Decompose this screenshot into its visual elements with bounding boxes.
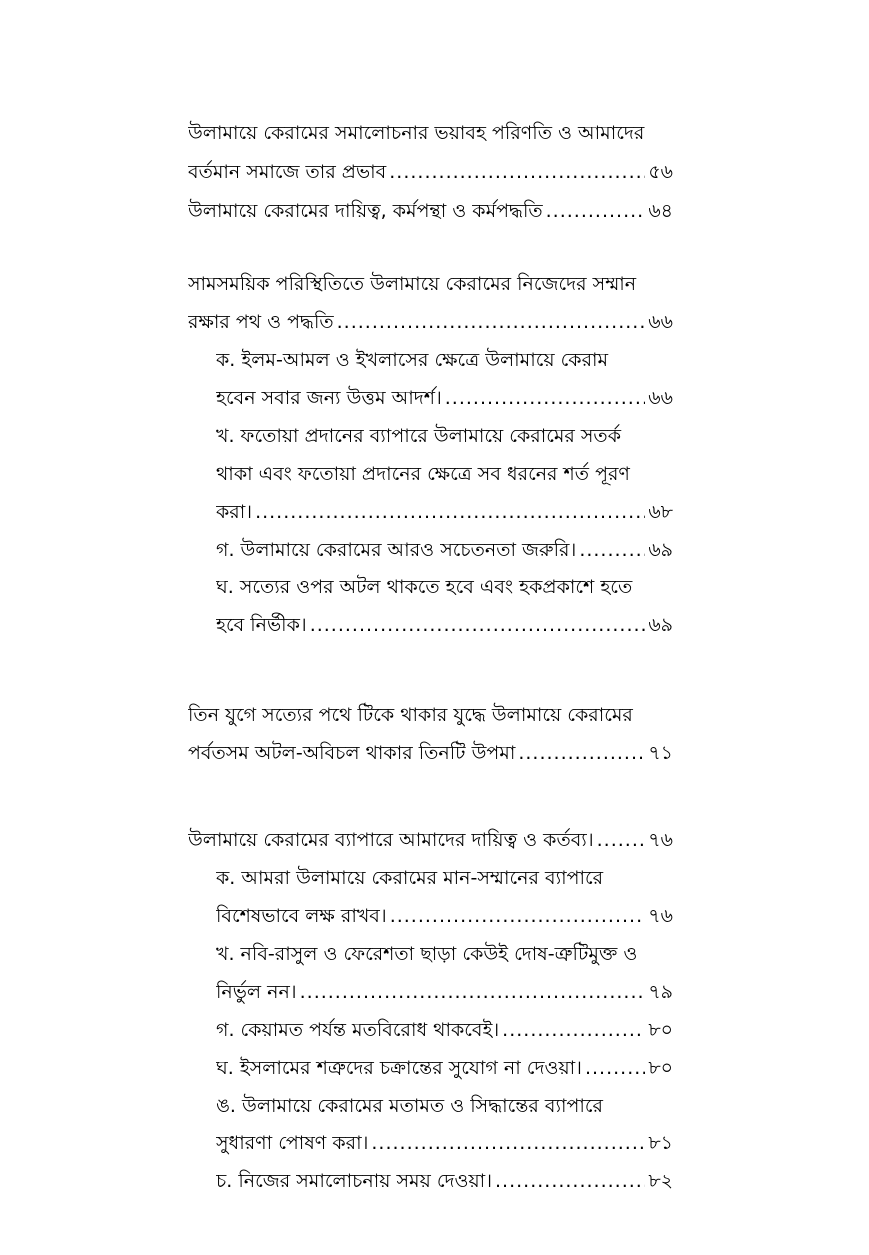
toc-entry-line bbox=[188, 698, 673, 732]
dot-leader bbox=[546, 194, 646, 228]
entry-text: থাকা এবং ফতোয়া প্রদানের ক্ষেত্রে সব ধরনের শর্ত পূরণ bbox=[216, 463, 630, 485]
entry-text: খ. ফতোয়া প্রদানের ব্যাপারে উলামায়ে কেরামের সতর্ক bbox=[216, 425, 621, 447]
entry-text: ঘ. ইসলামের শত্রুদের চক্রান্তের সুযোগ না দেওয়া। bbox=[216, 1057, 582, 1079]
entry-text: সুধারণা পোষণ করা। bbox=[216, 1132, 369, 1154]
entry-text: খ. নবি-রাসুল ও ফেরেশতা ছাড়া কেউই দোষ-ত্রুটিমুক্ত ও bbox=[216, 943, 638, 965]
page-number: ৮২ bbox=[648, 1170, 673, 1192]
dot-leader bbox=[255, 495, 645, 529]
dot-leader bbox=[337, 305, 646, 339]
dot-leader bbox=[495, 1164, 645, 1198]
entry-text: তিন যুগে সত্যের পথে টিকে থাকার যুদ্ধে উলামায়ে কেরামের bbox=[188, 704, 633, 726]
page-number: ৬৬ bbox=[648, 387, 673, 409]
page-number: ৮০ bbox=[648, 1019, 673, 1041]
toc-subentry-line bbox=[216, 1089, 673, 1123]
entry-text: হবেন সবার জন্য উত্তম আদর্শ। bbox=[216, 387, 442, 409]
toc-subentry-line bbox=[216, 457, 673, 491]
entry-text: করা। bbox=[216, 501, 253, 523]
page-number: ৮১ bbox=[648, 1132, 673, 1154]
page-number: ৫৬ bbox=[648, 161, 673, 183]
entry-text: নির্ভুল নন। bbox=[216, 981, 297, 1003]
toc-subentry-line bbox=[216, 1013, 673, 1047]
toc-entry-line bbox=[188, 823, 673, 857]
toc-subentry-line bbox=[216, 1051, 673, 1085]
dot-leader bbox=[585, 1051, 645, 1085]
page-number: ৭৬ bbox=[648, 905, 673, 927]
toc-subentry-line bbox=[216, 1126, 673, 1160]
page-number: ৬৯ bbox=[648, 614, 673, 636]
entry-text: উলামায়ে কেরামের সমালোচনার ভয়াবহ পরিণতি ও আমাদের bbox=[188, 122, 645, 144]
toc-subentry-line bbox=[216, 1164, 673, 1198]
entry-text: উলামায়ে কেরামের ব্যাপারে আমাদের দায়িত্ব ও কর্তব্য। bbox=[188, 829, 594, 851]
toc-entry-line bbox=[188, 736, 673, 770]
toc-subentry-line bbox=[216, 899, 673, 933]
page-number: ৭৬ bbox=[648, 829, 673, 851]
dot-leader bbox=[518, 736, 645, 770]
entry-text: ক. আমরা উলামায়ে কেরামের মান-সম্মানের ব্যাপারে bbox=[216, 867, 604, 889]
toc-subentry-line bbox=[216, 937, 673, 971]
page-number: ৬৯ bbox=[648, 539, 673, 561]
toc-subentry-line bbox=[216, 419, 673, 453]
entry-text: ঘ. সত্যের ওপর অটল থাকতে হবে এবং হকপ্রকাশে হতে bbox=[216, 576, 633, 598]
entry-text: চ. নিজের সমালোচনায় সময় দেওয়া। bbox=[216, 1170, 492, 1192]
page-number: ৭৯ bbox=[648, 981, 673, 1003]
toc-subentry-line bbox=[216, 533, 673, 567]
toc-subentry-line bbox=[216, 343, 673, 377]
entry-text: গ. উলামায়ে কেরামের আরও সচেতনতা জরুরি। bbox=[216, 539, 577, 561]
toc-subentry-line bbox=[216, 495, 673, 529]
toc-subentry-line bbox=[216, 861, 673, 895]
toc-entry-line bbox=[188, 305, 673, 339]
toc-entry-line bbox=[188, 267, 673, 301]
dot-leader bbox=[502, 1013, 645, 1047]
entry-text: ঙ. উলামায়ে কেরামের মতামত ও সিদ্ধান্তের ব্যাপারে bbox=[216, 1095, 603, 1117]
page-number: ৬৮ bbox=[648, 501, 673, 523]
toc-subentry-line bbox=[216, 570, 673, 604]
entry-text: বিশেষভাবে লক্ষ রাখব। bbox=[216, 905, 387, 927]
toc-subentry-line bbox=[216, 608, 673, 642]
dot-leader bbox=[445, 381, 646, 415]
toc-subentry-line bbox=[216, 975, 673, 1009]
page-number: ৮০ bbox=[648, 1057, 673, 1079]
toc-subentry-line bbox=[216, 381, 673, 415]
toc-entry-line bbox=[188, 155, 673, 189]
dot-leader bbox=[389, 155, 645, 189]
entry-text: ক. ইলম-আমল ও ইখলাসের ক্ষেত্রে উলামায়ে কেরাম bbox=[216, 349, 609, 371]
entry-text: রক্ষার পথ ও পদ্ধতি bbox=[188, 311, 334, 333]
dot-leader bbox=[390, 899, 646, 933]
entry-text: গ. কেয়ামত পর্যন্ত মতবিরোধ থাকবেই। bbox=[216, 1019, 500, 1041]
entry-text: পর্বতসম অটল-অবিচল থাকার তিনটি উপমা bbox=[188, 742, 516, 764]
dot-leader bbox=[300, 975, 646, 1009]
entry-text: বর্তমান সমাজে তার প্রভাব bbox=[188, 161, 387, 183]
entry-text: উলামায়ে কেরামের দায়িত্ব, কর্মপন্থা ও কর্মপদ্ধতি bbox=[188, 200, 543, 222]
page-number: ৭১ bbox=[648, 742, 673, 764]
toc-entry-line bbox=[188, 194, 673, 228]
entry-text: সামসময়িক পরিস্থিতিতে উলামায়ে কেরামের নিজেদের সম্মান bbox=[188, 273, 637, 295]
page-number: ৬৬ bbox=[648, 311, 673, 333]
dot-leader bbox=[579, 533, 645, 567]
page-number: ৬৪ bbox=[648, 200, 673, 222]
dot-leader bbox=[597, 823, 646, 857]
entry-text: হবে নির্ভীক। bbox=[216, 614, 307, 636]
toc-entry-line bbox=[188, 116, 673, 150]
dot-leader bbox=[371, 1126, 645, 1160]
dot-leader bbox=[310, 608, 646, 642]
